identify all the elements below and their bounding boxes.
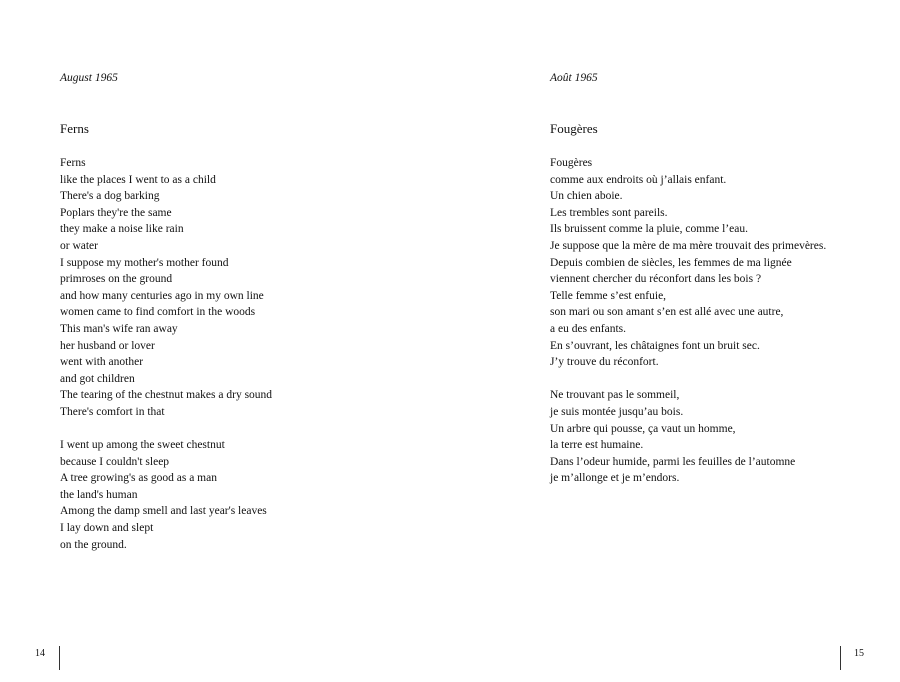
poem-line: I lay down and slept: [60, 522, 154, 535]
poem-line: I went up among the sweet chestnut: [60, 439, 225, 452]
poem-line: je m’allonge et je m’endors.: [550, 472, 680, 485]
right-page: [550, 0, 890, 682]
poem-line: and how many centuries ago in my own line: [60, 289, 264, 302]
poem-title: Fougères: [550, 121, 598, 136]
poem-line: primroses on the ground: [60, 273, 173, 286]
poem-date: August 1965: [60, 72, 118, 84]
page-divider-right: [840, 646, 841, 670]
stanza: [60, 155, 272, 421]
poem-line: went with another: [60, 356, 144, 369]
poem-line: En s’ouvrant, les châtaignes font un bruit sec.: [550, 339, 760, 352]
page-number-left: 14: [35, 648, 45, 659]
poem-line: like the places I went to as a child: [60, 173, 216, 186]
poem-line: and got children: [60, 372, 135, 385]
poem-line: Ne trouvant pas le sommeil,: [550, 389, 680, 402]
poem-line: Un chien aboie.: [550, 190, 623, 203]
poem-body: [60, 155, 272, 553]
poem-body: [550, 155, 826, 487]
poem-line: a eu des enfants.: [550, 322, 626, 335]
poem-line: the land's human: [60, 488, 138, 501]
poem-line: Telle femme s’est enfuie,: [550, 289, 667, 302]
poem-line: her husband or lover: [60, 339, 155, 352]
poem-line: This man's wife ran away: [60, 322, 178, 335]
poem-line: because I couldn't sleep: [60, 455, 170, 468]
poem-line: The tearing of the chestnut makes a dry sound: [60, 389, 273, 402]
stanza: [60, 437, 272, 553]
stanza: [550, 387, 826, 487]
stanza: [550, 155, 826, 371]
poem-line: la terre est humaine.: [550, 439, 644, 452]
poem-line: I suppose my mother's mother found: [60, 256, 229, 269]
poem-line: Je suppose que la mère de ma mère trouvait des primevères.: [550, 239, 827, 252]
poem-title: Ferns: [60, 121, 89, 136]
poem-line: je suis montée jusqu’au bois.: [550, 405, 684, 418]
poem-line: son mari ou son amant s’en est allé avec une autre,: [550, 306, 784, 319]
poem-line: comme aux endroits où j’allais enfant.: [550, 173, 727, 186]
poem-line: J’y trouve du réconfort.: [550, 356, 659, 369]
poem-line: women came to find comfort in the woods: [60, 306, 256, 319]
poem-line: There's comfort in that: [60, 405, 165, 418]
poem-line: on the ground.: [60, 538, 127, 551]
poem-line: Dans l’odeur humide, parmi les feuilles de l’automne: [550, 455, 796, 468]
page-divider-left: [59, 646, 60, 670]
poem-line: or water: [60, 239, 98, 252]
poem-line: Poplars they're the same: [60, 206, 172, 219]
poem-line: Depuis combien de siècles, les femmes de ma lignée: [550, 256, 792, 269]
poem-line: viennent chercher du réconfort dans les bois ?: [550, 273, 762, 286]
poem-date: Août 1965: [550, 72, 598, 84]
poem-line: Ils bruissent comme la pluie, comme l’eau.: [550, 223, 748, 236]
poem-line: Un arbre qui pousse, ça vaut un homme,: [550, 422, 736, 435]
poem-line: they make a noise like rain: [60, 223, 184, 236]
page-number-right: 15: [854, 648, 864, 659]
poem-line: Among the damp smell and last year's leaves: [60, 505, 267, 518]
poem-line: There's a dog barking: [60, 190, 160, 203]
poem-line: Ferns: [60, 157, 86, 169]
poem-line: Les trembles sont pareils.: [550, 206, 668, 219]
poem-line: A tree growing's as good as a man: [60, 472, 217, 485]
poem-line: Fougères: [550, 157, 593, 169]
left-page: [60, 0, 440, 682]
